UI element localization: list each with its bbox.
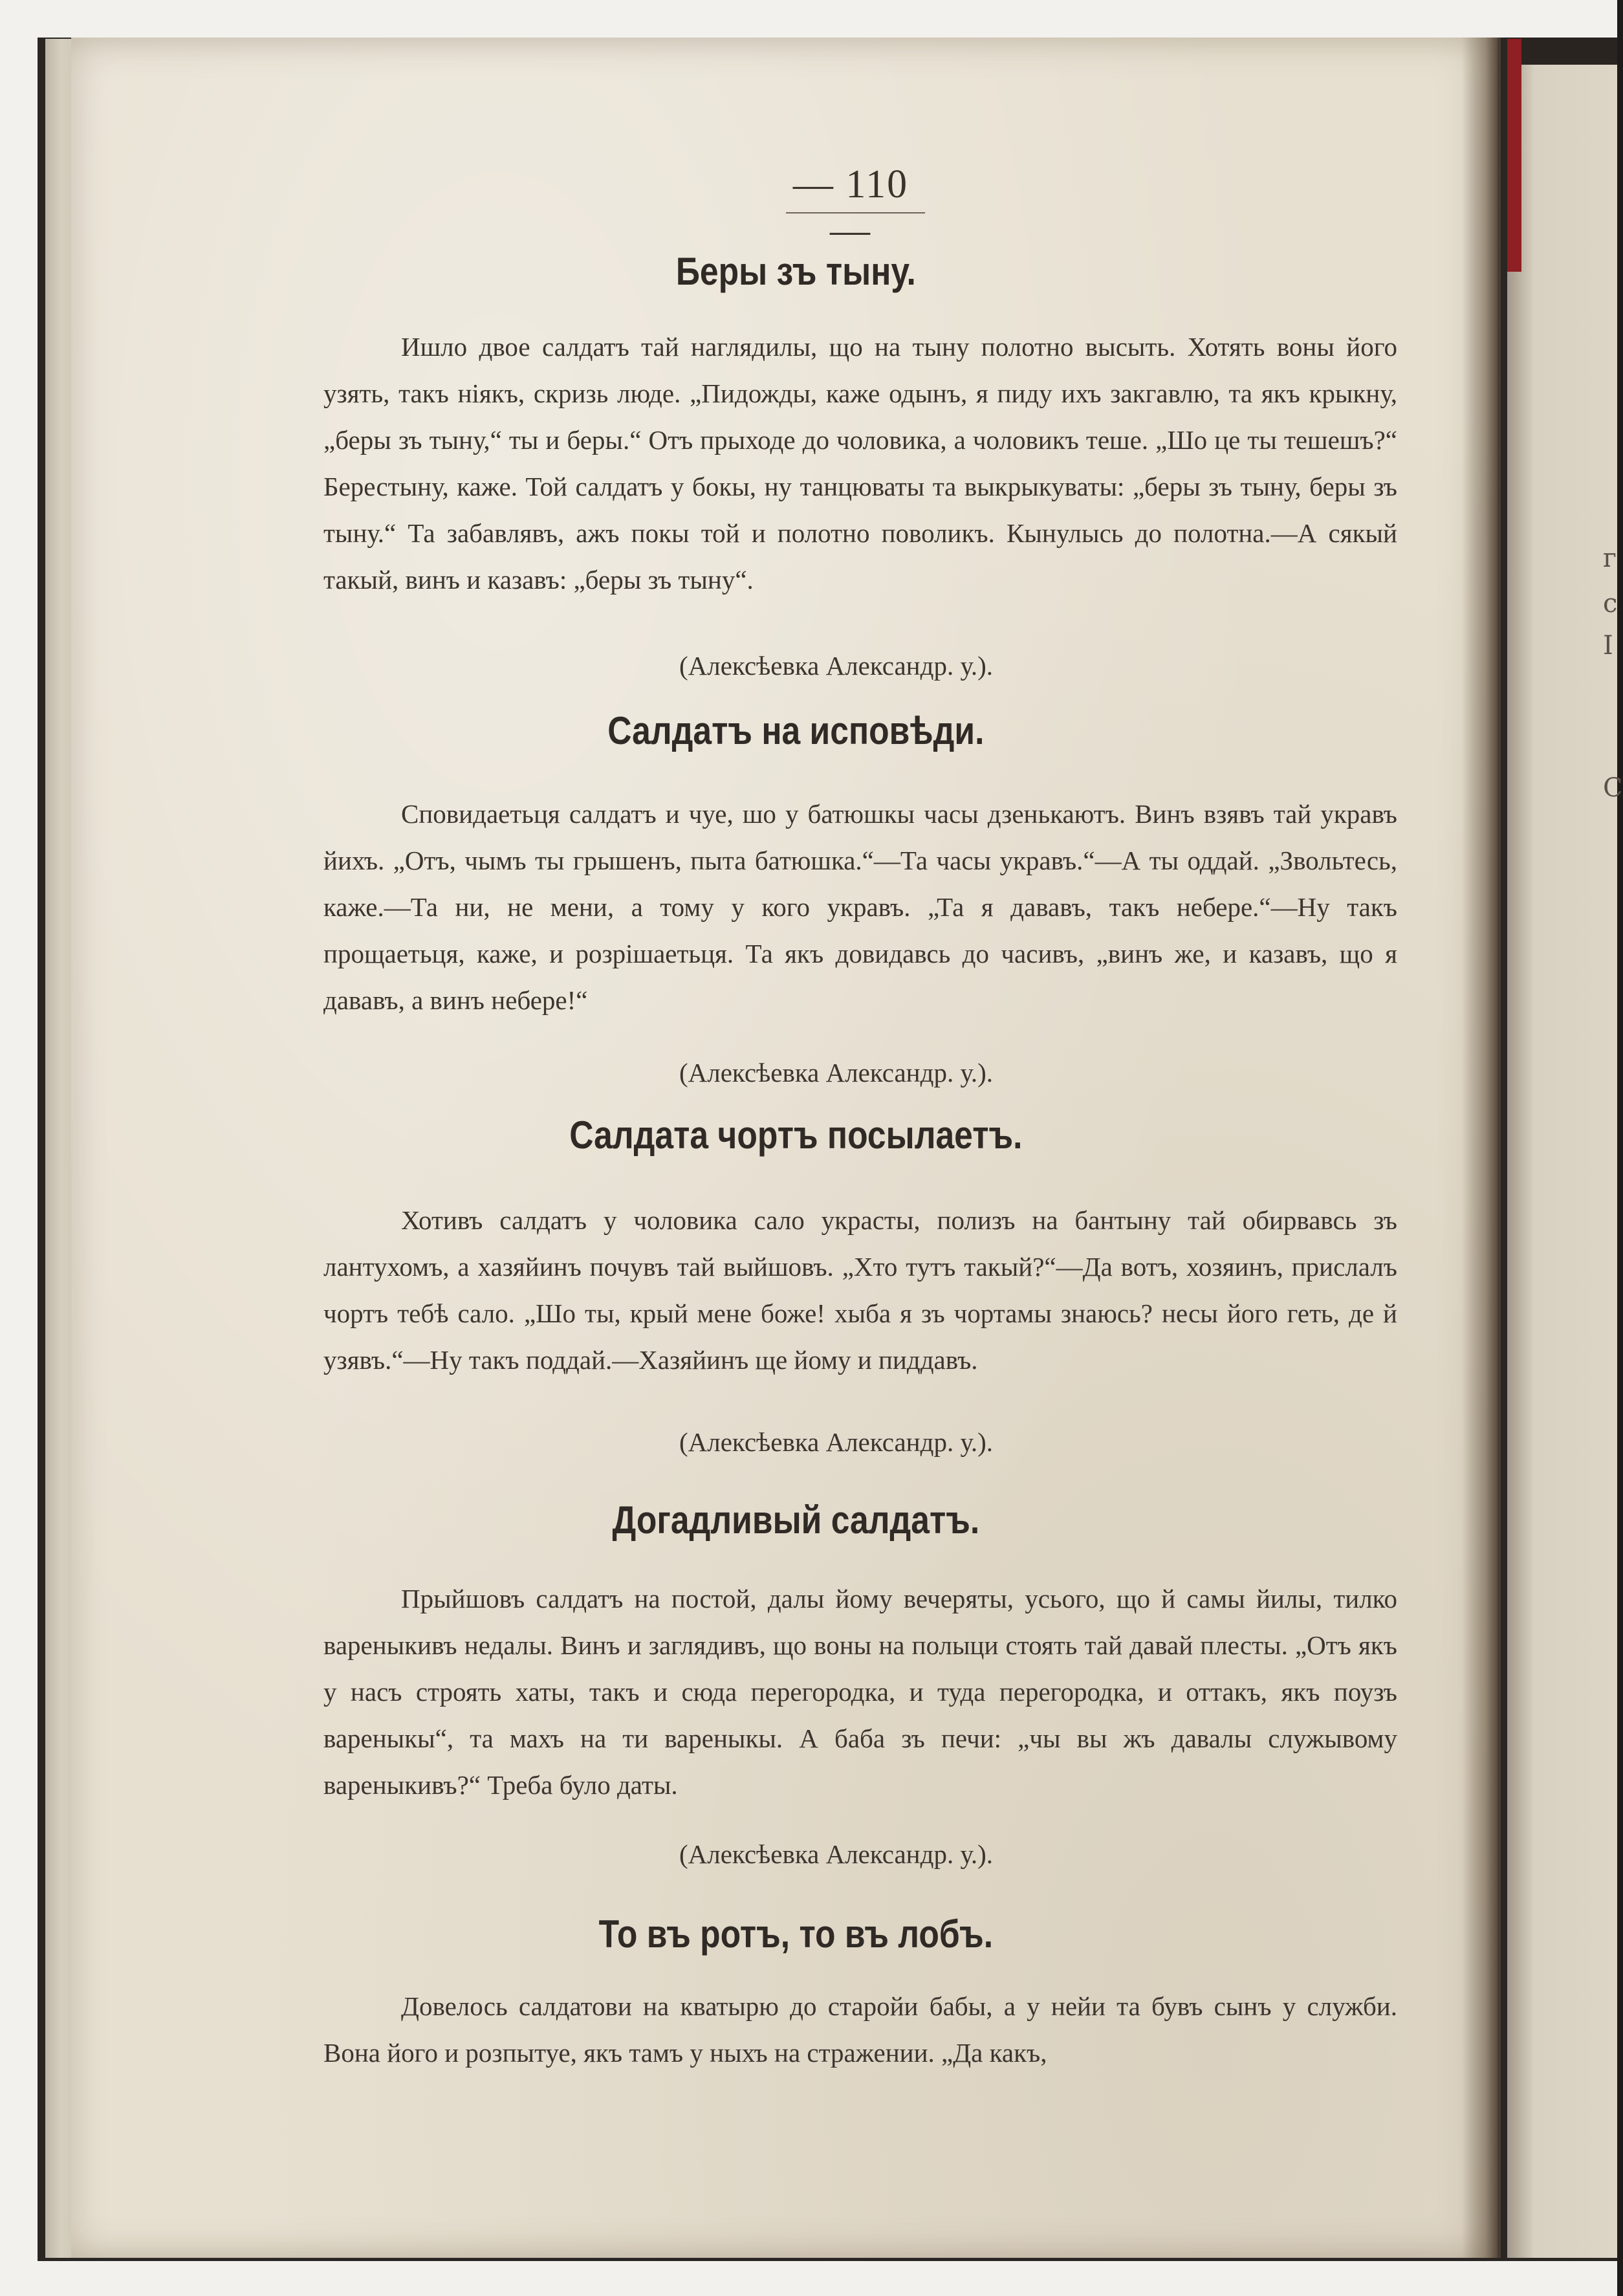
page-gutter-shadow [1462, 38, 1501, 2258]
section-title: То въ ротъ, то въ лобъ. [598, 1912, 994, 1956]
bookmark-ribbon [1507, 39, 1521, 272]
facing-page-glyph: І [1603, 631, 1613, 661]
section-source: (Алексѣевка Александр. у.). [679, 1839, 993, 1869]
section-title: Беры зъ тыну. [675, 250, 916, 293]
facing-page-glyph: С [1603, 773, 1623, 803]
section-text: Ишло двое салдатъ тай наглядилы, що на тыну полотно высыть. Хотять воны його узять, такъ ніякъ, скризь люде. „Пидожды, каже одынъ, я пиду ихъ закгавлю, та якъ крыкну, „беры зъ тыну,“ ты и беры.“ Отъ прыходе до чоловика, а чоловикъ теше. „Шо це ты тешешъ?“ Берестыну, каже. Той салдатъ у бокы, ну танцюваты та выкрыкуваты: „беры зъ тыну, беры зъ тыну.“ Та забавлявъ, ажъ покы той и полотно поволикъ. Кынулысь до полотна.—А сякый такый, винъ и казавъ: „беры зъ тыну“. [323, 332, 1397, 595]
section-text: Прыйшовъ салдатъ на постой, далы йому вечеряты, усього, що й самы йилы, тилко вареныкивъ недалы. Винъ и заглядивъ, що воны на полыци стоять тай давай плесты. „Отъ якъ у насъ строять хаты, такъ и сюда перегородка, и туда перегородка, и оттакъ, якъ поузъ вареныкы“, та махъ на ти вареныкы. А баба зъ печи: „чы вы жъ давалы служывому вареныкивъ?“ Треба було даты. [323, 1584, 1397, 1800]
section-source: (Алексѣевка Александр. у.). [679, 1058, 993, 1088]
scan-margin-left [0, 0, 38, 2296]
page-number: — 110 — [792, 162, 909, 252]
facing-page-glyph: с [1603, 589, 1618, 618]
page-number-underline [786, 212, 925, 217]
section-title: Салдата чортъ посылаетъ. [569, 1113, 1023, 1157]
section-source: (Алексѣевка Александр. у.). [679, 651, 993, 681]
section-title: Салдатъ на исповѣди. [607, 709, 985, 752]
section-text: Довелось салдатови на кватырю до старойи бабы, а у нейи та бувъ сынъ у служби. Вона його и розпытуе, якъ тамъ у ныхъ на стражении. „Да какъ, [323, 1991, 1397, 2068]
section-title: Догадливый салдатъ. [612, 1498, 980, 1542]
section-text: Сповидаетьця салдатъ и чуе, шо у батюшкы часы дзенькаютъ. Винъ взявъ тай укравъ йихъ. „Отъ, чымъ ты грышенъ, пыта батюшка.“—Та часы укравъ.“—А ты оддай. „Звольтесь, каже.—Та ни, не мени, а тому у кого укравъ. „Та я дававъ, такъ небере.“—Ну такъ прощаетьця, каже, и розрішаетьця. Та якъ довидавсь до часивъ, „винъ же, и казавъ, що я дававъ, а винъ небере!“ [323, 799, 1397, 1015]
section-text: Хотивъ салдатъ у чоловика сало украсты, полизъ на бантыну тай обирвавсь зъ лантухомъ, а хазяйинъ почувъ тай выйшовъ. „Хто тутъ такый?“—Да вотъ, хозяинъ, прислалъ чортъ тебѣ сало. „Шо ты, крый мене боже! хыба я зъ чортамы знаюсь? несы його геть, де й узявъ.“—Ну такъ поддай.—Хазяйинъ ще йому и пиддавъ. [323, 1205, 1397, 1375]
scan-margin-bottom [0, 2261, 1617, 2296]
facing-page-glyph: г [1603, 543, 1617, 573]
section-source: (Алексѣевка Александр. у.). [679, 1427, 993, 1457]
facing-page-edge [1507, 65, 1617, 2258]
scan-margin-top [0, 0, 1617, 38]
